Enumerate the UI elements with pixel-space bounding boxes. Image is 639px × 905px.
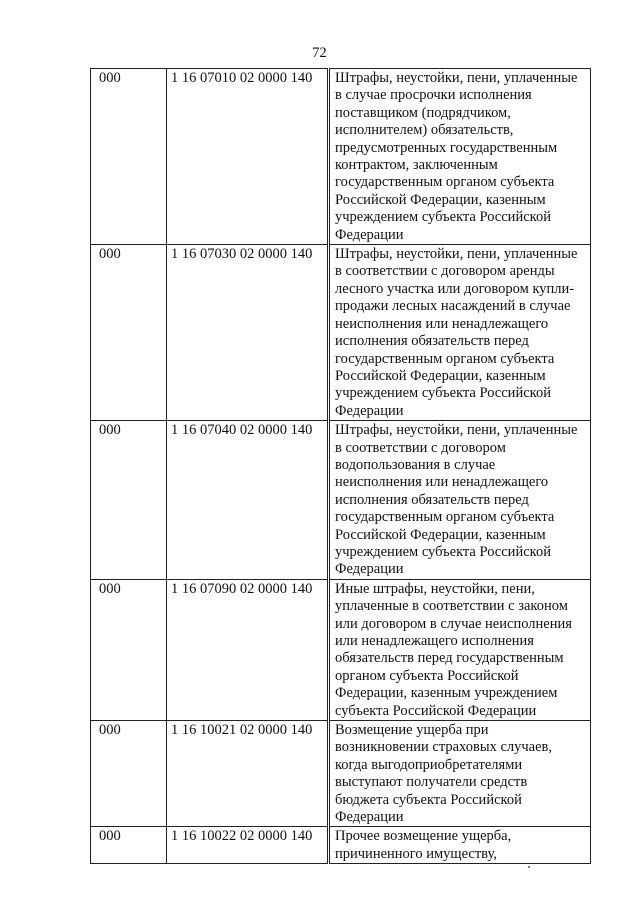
revenue-name-line: Федерации (335, 809, 404, 826)
revenue-name-line: причиненного имуществу, (335, 845, 497, 862)
revenue-name-line: Российской Федерации, казенным (335, 367, 546, 384)
revenue-name-line: исполнителем) обязательств, (335, 122, 514, 139)
scan-artifact-dot (528, 866, 530, 868)
table-row (91, 69, 591, 245)
revenue-name-line: Штрафы, неустойки, пени, уплаченные (335, 70, 578, 86)
revenue-name-line: предусмотренных государственным (335, 139, 558, 156)
revenue-name-line: обязательств перед государственным (335, 650, 564, 667)
revenue-name-line: органом субъекта Российской (335, 667, 519, 684)
revenue-name-line: лесного участка или договором купли- (335, 280, 575, 297)
revenue-name-line: Российской Федерации, казенным (335, 191, 546, 208)
revenue-name-line: Федерации (335, 402, 404, 419)
revenue-name-line: в соответствии с договором (335, 439, 506, 456)
revenue-name-line: Российской Федерации, казенным (335, 526, 546, 543)
revenue-name-line: государственным органом субъекта (335, 350, 555, 367)
admin-code-cell: 000 (91, 421, 167, 580)
revenue-name-line: учреждением субъекта Российской (335, 385, 551, 402)
budget-classification-code-cell: 1 16 07010 02 0000 140 (167, 69, 329, 245)
budget-classification-code-cell: 1 16 10022 02 0000 140 (167, 827, 329, 864)
table-row (91, 827, 591, 864)
table-row (91, 721, 591, 827)
table-row (91, 579, 591, 720)
revenue-name-cell (329, 579, 591, 720)
revenue-name-line: исполнения обязательств перед (335, 333, 529, 350)
revenue-name-line: субъекта Российской Федерации (335, 702, 537, 719)
revenue-name-line: или ненадлежащего исполнения (335, 633, 534, 649)
revenue-name-line: Иные штрафы, неустойки, пени, (335, 580, 535, 597)
revenue-name-cell (329, 721, 591, 827)
revenue-name-line: поставщиком (подрядчиком, (335, 104, 511, 121)
revenue-name-line: неисполнения или ненадлежащего (335, 315, 549, 332)
revenue-name-line: выступают получатели средств (335, 774, 528, 791)
revenue-name-line: учреждением субъекта Российской (335, 543, 551, 560)
revenue-name-line: Прочее возмещение ущерба, (335, 828, 512, 845)
admin-code-cell: 000 (91, 579, 167, 720)
admin-code-cell: 000 (91, 69, 167, 245)
table-row (91, 421, 591, 580)
revenue-name-line: Возмещение ущерба при (335, 722, 489, 739)
revenue-name-line: Штрафы, неустойки, пени, уплаченные (335, 246, 578, 263)
revenue-name-line: в случае просрочки исполнения (335, 87, 532, 104)
table-row (91, 245, 591, 421)
revenue-name-cell (329, 827, 591, 864)
revenue-name-line: Федерации (335, 561, 404, 578)
revenue-name-line: государственным органом субъекта (335, 509, 555, 526)
revenue-name-line: исполнения обязательств перед (335, 491, 529, 508)
budget-classification-code-cell: 1 16 07030 02 0000 140 (167, 245, 329, 421)
revenue-name-line: неисполнения или ненадлежащего (335, 474, 549, 491)
revenue-name-line: водопользования в случае (335, 456, 496, 473)
budget-classification-code-cell: 1 16 07090 02 0000 140 (167, 579, 329, 720)
admin-code-cell: 000 (91, 827, 167, 864)
revenue-name-line: возникновении страховых случаев, (335, 739, 553, 756)
revenue-name-line: учреждением субъекта Российской (335, 209, 551, 226)
admin-code-cell: 000 (91, 245, 167, 421)
page-number: 72 (312, 45, 327, 61)
revenue-name-line: Федерации, казенным учреждением (335, 685, 558, 702)
budget-classification-code-cell: 1 16 10021 02 0000 140 (167, 721, 329, 827)
revenue-name-line: государственным органом субъекта (335, 174, 555, 191)
admin-code-cell: 000 (91, 721, 167, 827)
revenue-name-line: бюджета субъекта Российской (335, 791, 522, 808)
revenue-name-line: когда выгодоприобретателями (335, 756, 523, 773)
revenue-name-line: Штрафы, неустойки, пени, уплаченные (335, 422, 578, 439)
revenue-name-cell (329, 69, 591, 245)
revenue-name-line: в соответствии с договором аренды (335, 263, 555, 280)
budget-classification-code-cell: 1 16 07040 02 0000 140 (167, 421, 329, 580)
revenue-name-line: уплаченные в соответствии с законом (335, 598, 568, 615)
budget-code-table (90, 68, 591, 864)
revenue-name-line: или договором в случае неисполнения (335, 615, 572, 632)
revenue-name-line: Федерации (335, 226, 404, 243)
revenue-name-line: продажи лесных насаждений в случае (335, 298, 571, 315)
revenue-name-cell (329, 245, 591, 421)
revenue-name-line: контрактом, заключенным (335, 157, 498, 174)
table-body (91, 69, 591, 864)
revenue-name-cell (329, 421, 591, 580)
